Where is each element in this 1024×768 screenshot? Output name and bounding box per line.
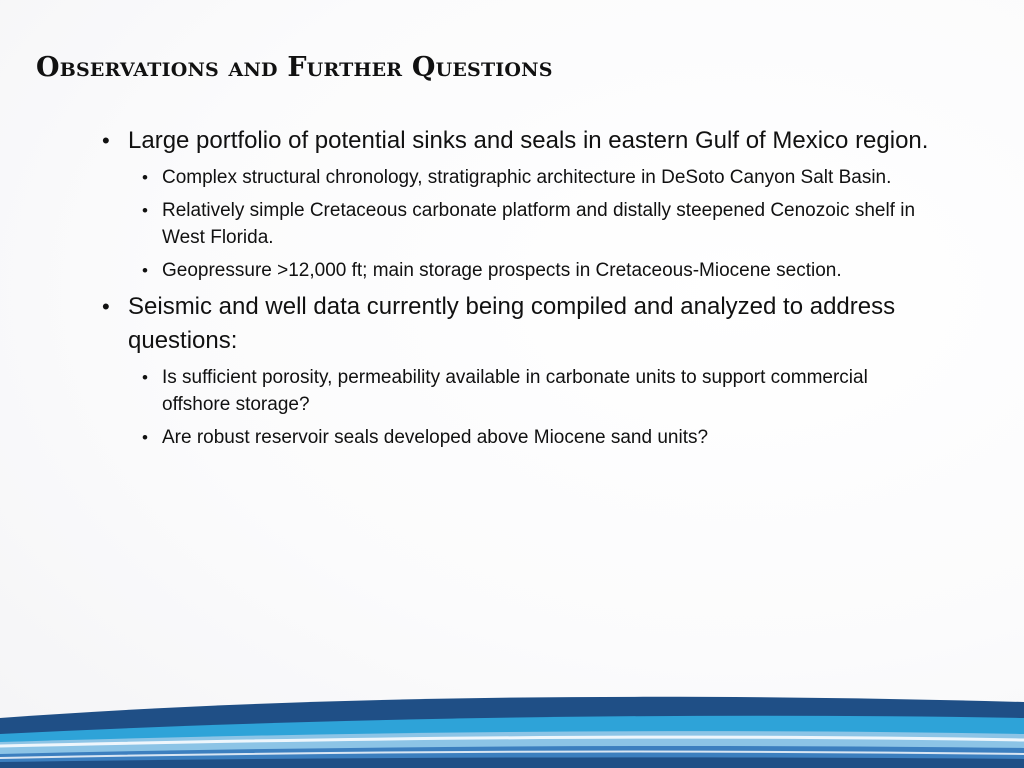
sub-bullet-dot-icon: • xyxy=(142,368,148,387)
sub-bullet-text: Geopressure >12,000 ft; main storage prospects in Cretaceous-Miocene section. xyxy=(162,260,842,281)
sub-bullet-item xyxy=(128,364,930,418)
bullet-list xyxy=(100,124,930,451)
sub-bullet-text: Complex structural chronology, stratigraphic architecture in DeSoto Canyon Salt Basin. xyxy=(162,167,892,188)
sub-bullet-list xyxy=(128,364,930,451)
sub-bullet-text: Is sufficient porosity, permeability available in carbonate units to support commercial offshore storage? xyxy=(162,367,868,415)
sub-bullet-item xyxy=(128,197,930,251)
sub-bullet-text: Relatively simple Cretaceous carbonate platform and distally steepened Cenozoic shelf in West Florida. xyxy=(162,200,916,248)
slide-title: Observations and Further Questions xyxy=(36,52,553,83)
sub-bullet-list xyxy=(128,164,930,284)
footer-wave-decoration xyxy=(0,688,1024,768)
sub-bullet-text: Are robust reservoir seals developed above Miocene sand units? xyxy=(162,427,709,448)
bullet-dot-icon: • xyxy=(102,128,110,153)
sub-bullet-dot-icon: • xyxy=(142,168,148,187)
sub-bullet-item xyxy=(128,424,930,451)
sub-bullet-item xyxy=(128,257,930,284)
bullet-item-1 xyxy=(100,124,930,284)
sub-bullet-dot-icon: • xyxy=(142,261,148,280)
sub-bullet-dot-icon: • xyxy=(142,428,148,447)
bullet-text: Large portfolio of potential sinks and seals in eastern Gulf of Mexico region. xyxy=(128,127,929,154)
bullet-item-2 xyxy=(100,290,930,451)
slide-body xyxy=(100,124,930,457)
bullet-text: Seismic and well data currently being compiled and analyzed to address questions: xyxy=(128,293,896,354)
sub-bullet-item xyxy=(128,164,930,191)
sub-bullet-dot-icon: • xyxy=(142,201,148,220)
bullet-dot-icon: • xyxy=(102,294,110,319)
